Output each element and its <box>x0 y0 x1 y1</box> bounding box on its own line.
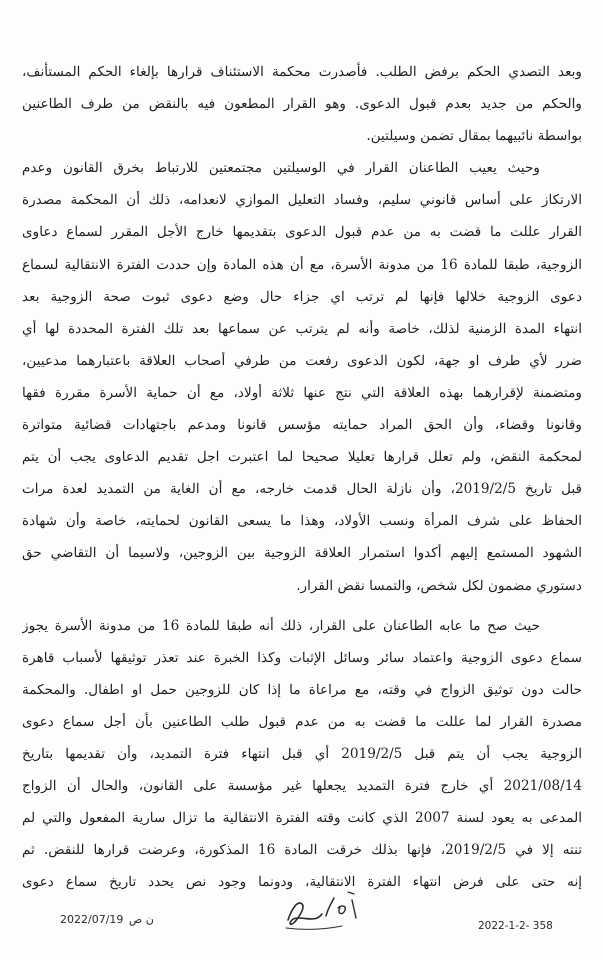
text-line: دعوى الزوجية خلالها فإنها لم ترتب اي جزاء حال وضع دعوى ثبوت صحة الزوجية بعد <box>22 288 582 305</box>
text-line: قبل تاريخ 2019/2/5، وأن نازلة الحال قدمت خارجه، مع أن الغاية من التمديد لعدة مرات <box>22 481 582 498</box>
reference-number: 2022-1-2- 358 <box>478 920 553 932</box>
paragraph-start-line: حيث صح ما عابه الطاعنان على القرار، ذلك أنه طبقا للمادة 16 من مدونة الأسرة يجوز <box>22 617 540 634</box>
page-footer <box>0 850 603 960</box>
text-line: مصدرة القرار لما عللت ما قضت به من عدم قبول طلب الطاعنين بأن أجل سماع دعوى <box>22 713 582 730</box>
stamp-date <box>60 913 154 926</box>
stamp-initials: ن ص <box>128 913 154 926</box>
text-line: الزوجية يجب أن يتم قبل 2019/2/5 أي قبل انتهاء فترة التمديد، وأن تقديمها بتاريخ <box>22 745 582 762</box>
text-line: تنته إلا في 2019/2/5، فإنها بذلك خرقت المادة 16 المذكورة، وعرضت قرارها للنقض. ثم <box>22 842 582 859</box>
text-line: سماع دعوى الزوجية واعتماد سائر وسائل الإثبات وكذا الخبرة عند تعذر توثيقها لأسباب قاهرة <box>22 649 582 666</box>
text-line: وبعد التصدي الحكم برفض الطلب. فأصدرت محكمة الاستئناف قرارها بإلغاء الحكم المستأنف، <box>22 64 582 80</box>
text-line: وقانونا وقضاء، وأن الحق المراد حمايته مؤسس قانونا ومدعم باجتهادات قضائية متواترة <box>22 417 582 434</box>
stamp-date-value: 2022/07/19 <box>60 913 124 926</box>
text-line: ومتضمنة لإقرارهما بهذه العلاقة التي نتج عنها ثلاثة أولاد، مع أن حماية الأسرة مقررة فقها <box>22 384 582 401</box>
text-line: الزوجية، طبقا للمادة 16 من مدونة الأسرة، مع أن هذه المادة وإن حددت الفترة الانتقالية لسماع <box>22 256 582 273</box>
text-line: دستوري مضمون لكل شخص، والتمسا نقض القرار. <box>296 577 582 594</box>
text-line: بواسطة نائبيهما بمقال تضمن وسيلتين. <box>366 128 582 145</box>
text-line: الشهود المستمع إليهم أكدوا استمرار العلاقة الزوجية بين الزوجين، ولاسيما أن التقاضي حق <box>22 545 582 562</box>
text-line: لمحكمة النقض، ولم تعلل قرارها تعليلا صحيحا لما اعتبرت اجل تقديم الدعاوى يجب أن يتم <box>22 449 582 466</box>
text-line: الارتكاز على أساس قانوني سليم، وفساد التعليل الموازي لانعدامه، ذلك أن المحكمة مصدرة <box>22 192 582 209</box>
judgment-text <box>22 56 582 898</box>
text-line: الحفاظ على شرف المرأة ونسب الأولاد، وهذا ما يسعى القانون لحمايته، خاصة وأن شهادة <box>22 513 582 530</box>
text-line: انتهاء المدة الزمنية لذلك، خاصة وأنه لم يترتب عن سماعها بعد تلك الفترة المحددة لها أي <box>22 320 582 337</box>
text-line: 2021/08/14 أي خارج فترة التمديد يجعلها غير مؤسسة على القانون، والحال أن الزواج <box>22 778 582 795</box>
text-line: حالت دون توثيق الزواج في وقته، مع مراعاة ما إذا كان للزوجين حمل او اطفال. والمحكمة <box>22 681 582 698</box>
text-line: القرار عللت ما قضت به من عدم قبول الدعوى بتقديمها خارج الأجل المقرر لسماع دعاوى <box>22 224 582 241</box>
text-line: والحكم من جديد بعدم قبول الدعوى. وهو القرار المطعون فيه بالنقض من طرف الطاعنين <box>22 96 582 113</box>
text-line: ضرر لأي طرف او جهة، لكون الدعوى رفعت من طرفي أصحاب العلاقة باعتبارهما مدعيين، <box>22 352 582 369</box>
text-line: إنه حتى على فرض انتهاء الفترة الانتقالية، ودونما وجود نص يحدد تاريخ سماع دعوى <box>22 874 582 891</box>
signature-mark <box>282 878 372 938</box>
text-line: المدعى به يعود لسنة 2007 الذي كانت وقته الفترة الانتقالية ما تزال سارية المفعول والتي لم <box>22 810 582 827</box>
paragraph-start-line: وحيث يعيب الطاعنان القرار في الوسيلتين مجتمعتين للارتباط بخرق القانون وعدم <box>22 160 540 177</box>
